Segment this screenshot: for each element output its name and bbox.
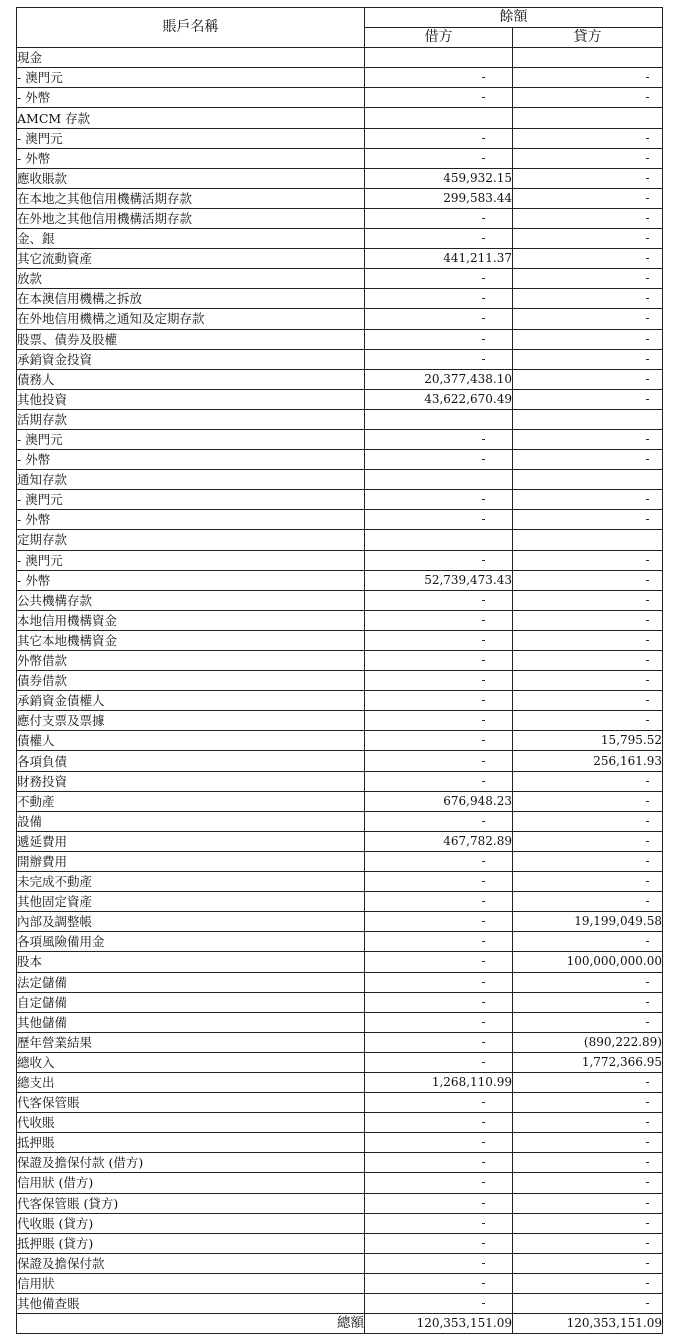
credit-cell: - <box>513 1072 663 1092</box>
debit-cell: - <box>365 731 513 751</box>
credit-cell: 1,772,366.95 <box>513 1052 663 1072</box>
table-row <box>17 168 663 188</box>
table-row <box>17 188 663 208</box>
credit-cell: - <box>513 188 663 208</box>
trial-balance-sheet <box>16 7 663 1334</box>
balance-header: 餘額 <box>365 8 663 28</box>
debit-cell: - <box>365 269 513 289</box>
table-row <box>17 229 663 249</box>
credit-cell: - <box>513 671 663 691</box>
table-body <box>17 48 663 1314</box>
debit-cell: 467,782.89 <box>365 831 513 851</box>
account-name-cell: 債券借款 <box>17 671 365 691</box>
table-row <box>17 369 663 389</box>
table-row <box>17 450 663 470</box>
debit-cell: - <box>365 208 513 228</box>
debit-cell: - <box>365 1012 513 1032</box>
debit-cell: 676,948.23 <box>365 791 513 811</box>
debit-cell: - <box>365 148 513 168</box>
account-name-cell: 內部及調整帳 <box>17 912 365 932</box>
credit-cell: 256,161.93 <box>513 751 663 771</box>
account-name-cell: 現金 <box>17 48 365 68</box>
table-row <box>17 952 663 972</box>
table-row <box>17 389 663 409</box>
account-name-cell: 總收入 <box>17 1052 365 1072</box>
credit-cell: - <box>513 510 663 530</box>
account-name-cell: 股票、債券及股權 <box>17 329 365 349</box>
account-name-header: 賬戶名稱 <box>17 8 365 48</box>
account-name-cell: 其他備查賬 <box>17 1294 365 1314</box>
credit-cell: 15,795.52 <box>513 731 663 751</box>
table-row <box>17 590 663 610</box>
debit-header: 借方 <box>365 28 513 48</box>
table-row <box>17 148 663 168</box>
debit-cell: 441,211.37 <box>365 249 513 269</box>
debit-cell: 52,739,473.43 <box>365 570 513 590</box>
debit-cell <box>365 470 513 490</box>
account-name-cell: 承銷資金投資 <box>17 349 365 369</box>
credit-cell: - <box>513 1093 663 1113</box>
credit-cell: - <box>513 1153 663 1173</box>
debit-cell: - <box>365 952 513 972</box>
account-name-cell: 設備 <box>17 811 365 831</box>
debit-cell: - <box>365 128 513 148</box>
debit-cell: - <box>365 811 513 831</box>
account-name-cell: 代客保管賬 <box>17 1093 365 1113</box>
credit-cell: - <box>513 630 663 650</box>
table-row <box>17 88 663 108</box>
credit-cell: - <box>513 992 663 1012</box>
account-name-cell: 不動產 <box>17 791 365 811</box>
account-name-cell: 放款 <box>17 269 365 289</box>
table-row <box>17 811 663 831</box>
account-name-cell: - 澳門元 <box>17 128 365 148</box>
table-row <box>17 671 663 691</box>
debit-cell: - <box>365 932 513 952</box>
account-name-cell: 各項負債 <box>17 751 365 771</box>
account-name-cell: 公共機構存款 <box>17 590 365 610</box>
table-row <box>17 992 663 1012</box>
credit-cell: - <box>513 349 663 369</box>
table-row <box>17 249 663 269</box>
credit-cell: - <box>513 490 663 510</box>
debit-cell: - <box>365 490 513 510</box>
account-name-cell: - 外幣 <box>17 450 365 470</box>
total-credit: 120,353,151.09 <box>513 1314 663 1334</box>
credit-cell: - <box>513 208 663 228</box>
account-name-cell: 其他儲備 <box>17 1012 365 1032</box>
table-row <box>17 651 663 671</box>
credit-cell: - <box>513 550 663 570</box>
credit-cell: - <box>513 88 663 108</box>
account-name-cell: 法定儲備 <box>17 972 365 992</box>
account-name-cell: - 外幣 <box>17 148 365 168</box>
account-name-cell: 金、銀 <box>17 229 365 249</box>
account-name-cell: 其他投資 <box>17 389 365 409</box>
table-row <box>17 872 663 892</box>
account-name-cell: 債務人 <box>17 369 365 389</box>
total-label: 總額 <box>17 1314 365 1334</box>
account-name-cell: AMCM 存款 <box>17 108 365 128</box>
account-name-cell: 代收賬 (貸方) <box>17 1213 365 1233</box>
account-name-cell: 未完成不動產 <box>17 872 365 892</box>
credit-cell: - <box>513 691 663 711</box>
credit-cell: 100,000,000.00 <box>513 952 663 972</box>
account-name-cell: 其它流動資產 <box>17 249 365 269</box>
debit-cell: - <box>365 1253 513 1273</box>
table-row <box>17 349 663 369</box>
account-name-cell: 代收賬 <box>17 1113 365 1133</box>
account-name-cell: 應付支票及票據 <box>17 711 365 731</box>
credit-cell: - <box>513 791 663 811</box>
credit-cell: 19,199,049.58 <box>513 912 663 932</box>
table-row <box>17 1193 663 1213</box>
debit-cell: - <box>365 349 513 369</box>
table-row <box>17 510 663 530</box>
debit-cell: - <box>365 510 513 530</box>
account-name-cell: - 澳門元 <box>17 490 365 510</box>
debit-cell: - <box>365 550 513 570</box>
debit-cell <box>365 530 513 550</box>
credit-cell: - <box>513 1133 663 1153</box>
table-row <box>17 470 663 490</box>
table-row <box>17 1133 663 1153</box>
table-row <box>17 1093 663 1113</box>
account-name-cell: 抵押賬 <box>17 1133 365 1153</box>
credit-cell: - <box>513 811 663 831</box>
debit-cell: - <box>365 671 513 691</box>
table-row <box>17 329 663 349</box>
table-row <box>17 1072 663 1092</box>
credit-cell: - <box>513 309 663 329</box>
credit-cell: - <box>513 1173 663 1193</box>
account-name-cell: 總支出 <box>17 1072 365 1092</box>
table-row <box>17 208 663 228</box>
credit-cell <box>513 530 663 550</box>
account-name-cell: - 澳門元 <box>17 429 365 449</box>
credit-cell: - <box>513 570 663 590</box>
debit-cell: - <box>365 751 513 771</box>
credit-cell: - <box>513 1273 663 1293</box>
credit-cell: - <box>513 269 663 289</box>
credit-cell: - <box>513 450 663 470</box>
table-row <box>17 1153 663 1173</box>
account-name-cell: 其他固定資產 <box>17 892 365 912</box>
account-name-cell: 開辦費用 <box>17 851 365 871</box>
table-row <box>17 972 663 992</box>
table-row <box>17 68 663 88</box>
table-row <box>17 409 663 429</box>
account-name-cell: - 澳門元 <box>17 68 365 88</box>
credit-cell: - <box>513 1253 663 1273</box>
credit-cell <box>513 108 663 128</box>
table-row <box>17 550 663 570</box>
credit-cell: - <box>513 168 663 188</box>
credit-cell: - <box>513 1012 663 1032</box>
debit-cell: - <box>365 1273 513 1293</box>
credit-cell: - <box>513 590 663 610</box>
debit-cell: - <box>365 651 513 671</box>
credit-cell: - <box>513 128 663 148</box>
credit-cell <box>513 470 663 490</box>
table-row <box>17 1012 663 1032</box>
table-row <box>17 851 663 871</box>
table-row <box>17 570 663 590</box>
debit-cell: - <box>365 88 513 108</box>
debit-cell: 1,268,110.99 <box>365 1072 513 1092</box>
credit-cell: - <box>513 651 663 671</box>
account-name-cell: 承銷資金債權人 <box>17 691 365 711</box>
debit-cell: - <box>365 872 513 892</box>
credit-cell: - <box>513 1113 663 1133</box>
debit-cell: - <box>365 429 513 449</box>
debit-cell: - <box>365 1294 513 1314</box>
debit-cell: 43,622,670.49 <box>365 389 513 409</box>
table-row <box>17 771 663 791</box>
credit-cell: - <box>513 249 663 269</box>
credit-cell: - <box>513 892 663 912</box>
credit-cell: - <box>513 872 663 892</box>
debit-cell: - <box>365 691 513 711</box>
credit-cell: - <box>513 1213 663 1233</box>
trial-balance-table <box>16 7 663 1334</box>
table-row <box>17 1233 663 1253</box>
debit-cell: - <box>365 1052 513 1072</box>
debit-cell: - <box>365 289 513 309</box>
account-name-cell: 本地信用機構資金 <box>17 610 365 630</box>
table-row <box>17 932 663 952</box>
debit-cell: - <box>365 450 513 470</box>
account-name-cell: 保證及擔保付款 <box>17 1253 365 1273</box>
credit-cell: - <box>513 1294 663 1314</box>
account-name-cell: 歷年營業結果 <box>17 1032 365 1052</box>
table-row <box>17 691 663 711</box>
debit-cell: - <box>365 590 513 610</box>
debit-cell: - <box>365 309 513 329</box>
credit-cell: - <box>513 711 663 731</box>
table-row <box>17 530 663 550</box>
table-row <box>17 791 663 811</box>
credit-header: 貸方 <box>513 28 663 48</box>
account-name-cell: 在外地之其他信用機構活期存款 <box>17 208 365 228</box>
table-row <box>17 610 663 630</box>
debit-cell: - <box>365 972 513 992</box>
debit-cell: - <box>365 771 513 791</box>
account-name-cell: 保證及擔保付款 (借方) <box>17 1153 365 1173</box>
debit-cell: - <box>365 1193 513 1213</box>
account-name-cell: 信用狀 <box>17 1273 365 1293</box>
debit-cell: - <box>365 1173 513 1193</box>
table-row <box>17 731 663 751</box>
debit-cell: - <box>365 1032 513 1052</box>
account-name-cell: 在本澳信用機構之拆放 <box>17 289 365 309</box>
credit-cell: - <box>513 148 663 168</box>
credit-cell: - <box>513 329 663 349</box>
account-name-cell: 通知存款 <box>17 470 365 490</box>
debit-cell <box>365 108 513 128</box>
table-row <box>17 912 663 932</box>
debit-cell: - <box>365 1093 513 1113</box>
table-row <box>17 892 663 912</box>
account-name-cell: 債權人 <box>17 731 365 751</box>
credit-cell: - <box>513 972 663 992</box>
table-row <box>17 128 663 148</box>
debit-cell: - <box>365 1133 513 1153</box>
account-name-cell: - 外幣 <box>17 510 365 530</box>
credit-cell: - <box>513 1193 663 1213</box>
table-row <box>17 1213 663 1233</box>
credit-cell: - <box>513 369 663 389</box>
credit-cell: - <box>513 610 663 630</box>
account-name-cell: 股本 <box>17 952 365 972</box>
account-name-cell: - 外幣 <box>17 570 365 590</box>
account-name-cell: 在本地之其他信用機構活期存款 <box>17 188 365 208</box>
table-row <box>17 1273 663 1293</box>
credit-cell: - <box>513 851 663 871</box>
account-name-cell: - 外幣 <box>17 88 365 108</box>
credit-cell: - <box>513 389 663 409</box>
account-name-cell: 應收賬款 <box>17 168 365 188</box>
table-row <box>17 1052 663 1072</box>
table-row <box>17 309 663 329</box>
credit-cell: - <box>513 429 663 449</box>
credit-cell: - <box>513 831 663 851</box>
credit-cell <box>513 409 663 429</box>
debit-cell: - <box>365 992 513 1012</box>
credit-cell: - <box>513 289 663 309</box>
debit-cell: - <box>365 1233 513 1253</box>
table-row <box>17 630 663 650</box>
debit-cell: - <box>365 1213 513 1233</box>
table-row <box>17 751 663 771</box>
table-row <box>17 269 663 289</box>
debit-cell <box>365 48 513 68</box>
debit-cell: 299,583.44 <box>365 188 513 208</box>
credit-cell: - <box>513 1233 663 1253</box>
table-row <box>17 1173 663 1193</box>
account-name-cell: 自定儲備 <box>17 992 365 1012</box>
table-row <box>17 1253 663 1273</box>
table-row <box>17 48 663 68</box>
account-name-cell: 活期存款 <box>17 409 365 429</box>
account-name-cell: 抵押賬 (貸方) <box>17 1233 365 1253</box>
table-row <box>17 490 663 510</box>
table-header <box>17 8 663 48</box>
table-row <box>17 429 663 449</box>
account-name-cell: 定期存款 <box>17 530 365 550</box>
credit-cell: - <box>513 771 663 791</box>
table-row <box>17 1294 663 1314</box>
debit-cell: - <box>365 711 513 731</box>
account-name-cell: 其它本地機構資金 <box>17 630 365 650</box>
debit-cell: 20,377,438.10 <box>365 369 513 389</box>
total-debit: 120,353,151.09 <box>365 1314 513 1334</box>
table-row <box>17 1113 663 1133</box>
table-row <box>17 711 663 731</box>
debit-cell: - <box>365 630 513 650</box>
credit-cell: - <box>513 932 663 952</box>
debit-cell: - <box>365 1153 513 1173</box>
credit-cell: - <box>513 68 663 88</box>
account-name-cell: 財務投資 <box>17 771 365 791</box>
table-row <box>17 831 663 851</box>
debit-cell: - <box>365 229 513 249</box>
total-row <box>17 1314 663 1334</box>
table-row <box>17 289 663 309</box>
debit-cell <box>365 409 513 429</box>
debit-cell: - <box>365 329 513 349</box>
account-name-cell: 在外地信用機構之通知及定期存款 <box>17 309 365 329</box>
credit-cell <box>513 48 663 68</box>
debit-cell: - <box>365 892 513 912</box>
debit-cell: 459,932.15 <box>365 168 513 188</box>
debit-cell: - <box>365 610 513 630</box>
credit-cell: - <box>513 229 663 249</box>
table-row <box>17 108 663 128</box>
debit-cell: - <box>365 851 513 871</box>
account-name-cell: 各項風險備用金 <box>17 932 365 952</box>
account-name-cell: 遞延費用 <box>17 831 365 851</box>
debit-cell: - <box>365 912 513 932</box>
table-row <box>17 1032 663 1052</box>
debit-cell: - <box>365 68 513 88</box>
account-name-cell: 信用狀 (借方) <box>17 1173 365 1193</box>
credit-cell: (890,222.89) <box>513 1032 663 1052</box>
account-name-cell: - 澳門元 <box>17 550 365 570</box>
account-name-cell: 代客保管賬 (貸方) <box>17 1193 365 1213</box>
account-name-cell: 外幣借款 <box>17 651 365 671</box>
debit-cell: - <box>365 1113 513 1133</box>
